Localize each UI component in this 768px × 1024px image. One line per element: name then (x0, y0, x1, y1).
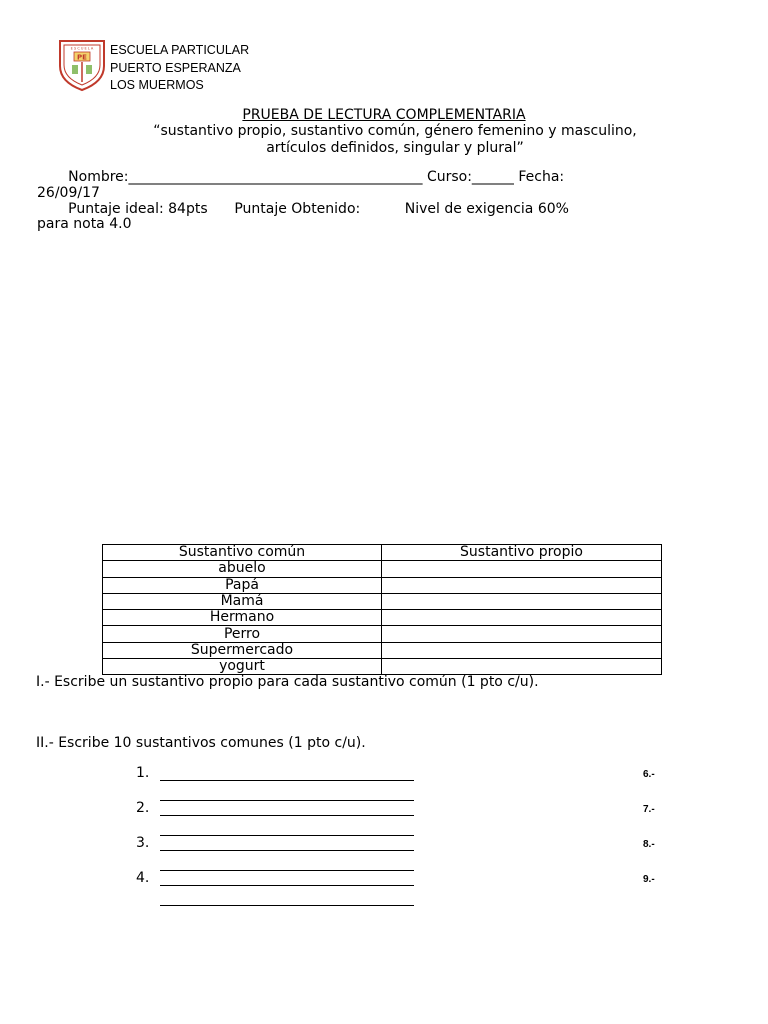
table-row (103, 610, 662, 626)
table-cell-common: Papá (103, 577, 382, 593)
svg-text:E S C U E L A: E S C U E L A (70, 46, 94, 51)
answer-line[interactable] (160, 800, 414, 801)
section1-instruction: I.- Escribe un sustantivo propio para cada sustantivo común (1 pto c/u). (36, 674, 539, 690)
nouns-table (102, 544, 662, 675)
table-cell-answer[interactable] (382, 642, 662, 658)
school-crest-icon (57, 38, 107, 92)
answer-number-6: 6.- (643, 769, 655, 780)
table-row (103, 577, 662, 593)
info-line-grade: para nota 4.0 (37, 216, 132, 232)
info-line-name: Nombre:__________________________________________ Curso:______ Fecha: (37, 169, 565, 185)
answer-line[interactable] (160, 850, 414, 851)
answer-line[interactable] (160, 905, 414, 906)
answer-number-2: 2. (136, 800, 150, 816)
table-cell-common: abuelo (103, 561, 382, 577)
table-cell-common: Hermano (103, 610, 382, 626)
table-cell-common: Mamá (103, 593, 382, 609)
info-line-score: Puntaje ideal: 84pts Puntaje Obtenido: Nivel de exigencia 60% (37, 201, 569, 217)
table-cell-answer[interactable] (382, 593, 662, 609)
table-row (103, 561, 662, 577)
table-cell-answer[interactable] (382, 577, 662, 593)
answer-line[interactable] (160, 885, 414, 886)
table-cell-common: Perro (103, 626, 382, 642)
table-cell-answer[interactable] (382, 610, 662, 626)
school-name-line3: LOS MUERMOS (110, 78, 204, 92)
table-cell-answer[interactable] (382, 626, 662, 642)
school-name-line2: PUERTO ESPERANZA (110, 60, 241, 75)
crest-text: PE (77, 53, 87, 62)
school-name (110, 42, 249, 95)
page-title: PRUEBA DE LECTURA COMPLEMENTARIA (242, 107, 526, 123)
answer-number-9: 9.- (643, 874, 655, 885)
section2-instruction: II.- Escribe 10 sustantivos comunes (1 pto c/u). (36, 735, 366, 751)
table-header-row (103, 545, 662, 561)
answer-line[interactable] (160, 780, 414, 781)
table-cell-common: Supermercado (103, 642, 382, 658)
table-row (103, 642, 662, 658)
answer-line[interactable] (160, 815, 414, 816)
table-cell-common: yogurt (103, 659, 382, 675)
table-header-proper: Sustantivo propio (382, 545, 662, 561)
answer-line[interactable] (160, 870, 414, 871)
answer-number-7: 7.- (643, 804, 655, 815)
page-subtitle: “sustantivo propio, sustantivo común, género femenino y masculino, artículos definidos, singular y plural” (153, 123, 637, 156)
table-cell-answer[interactable] (382, 561, 662, 577)
table-row (103, 659, 662, 675)
answer-number-8: 8.- (643, 839, 655, 850)
school-name-line1: ESCUELA PARTICULAR (110, 43, 250, 57)
table-cell-answer[interactable] (382, 659, 662, 675)
answer-line[interactable] (160, 835, 414, 836)
answer-number-1: 1. (136, 765, 150, 781)
info-line-date: 26/09/17 (37, 185, 100, 201)
table-header-common: Sustantivo común (103, 545, 382, 561)
answer-number-4: 4. (136, 870, 150, 886)
table-row (103, 593, 662, 609)
answer-number-3: 3. (136, 835, 150, 851)
table-row (103, 626, 662, 642)
